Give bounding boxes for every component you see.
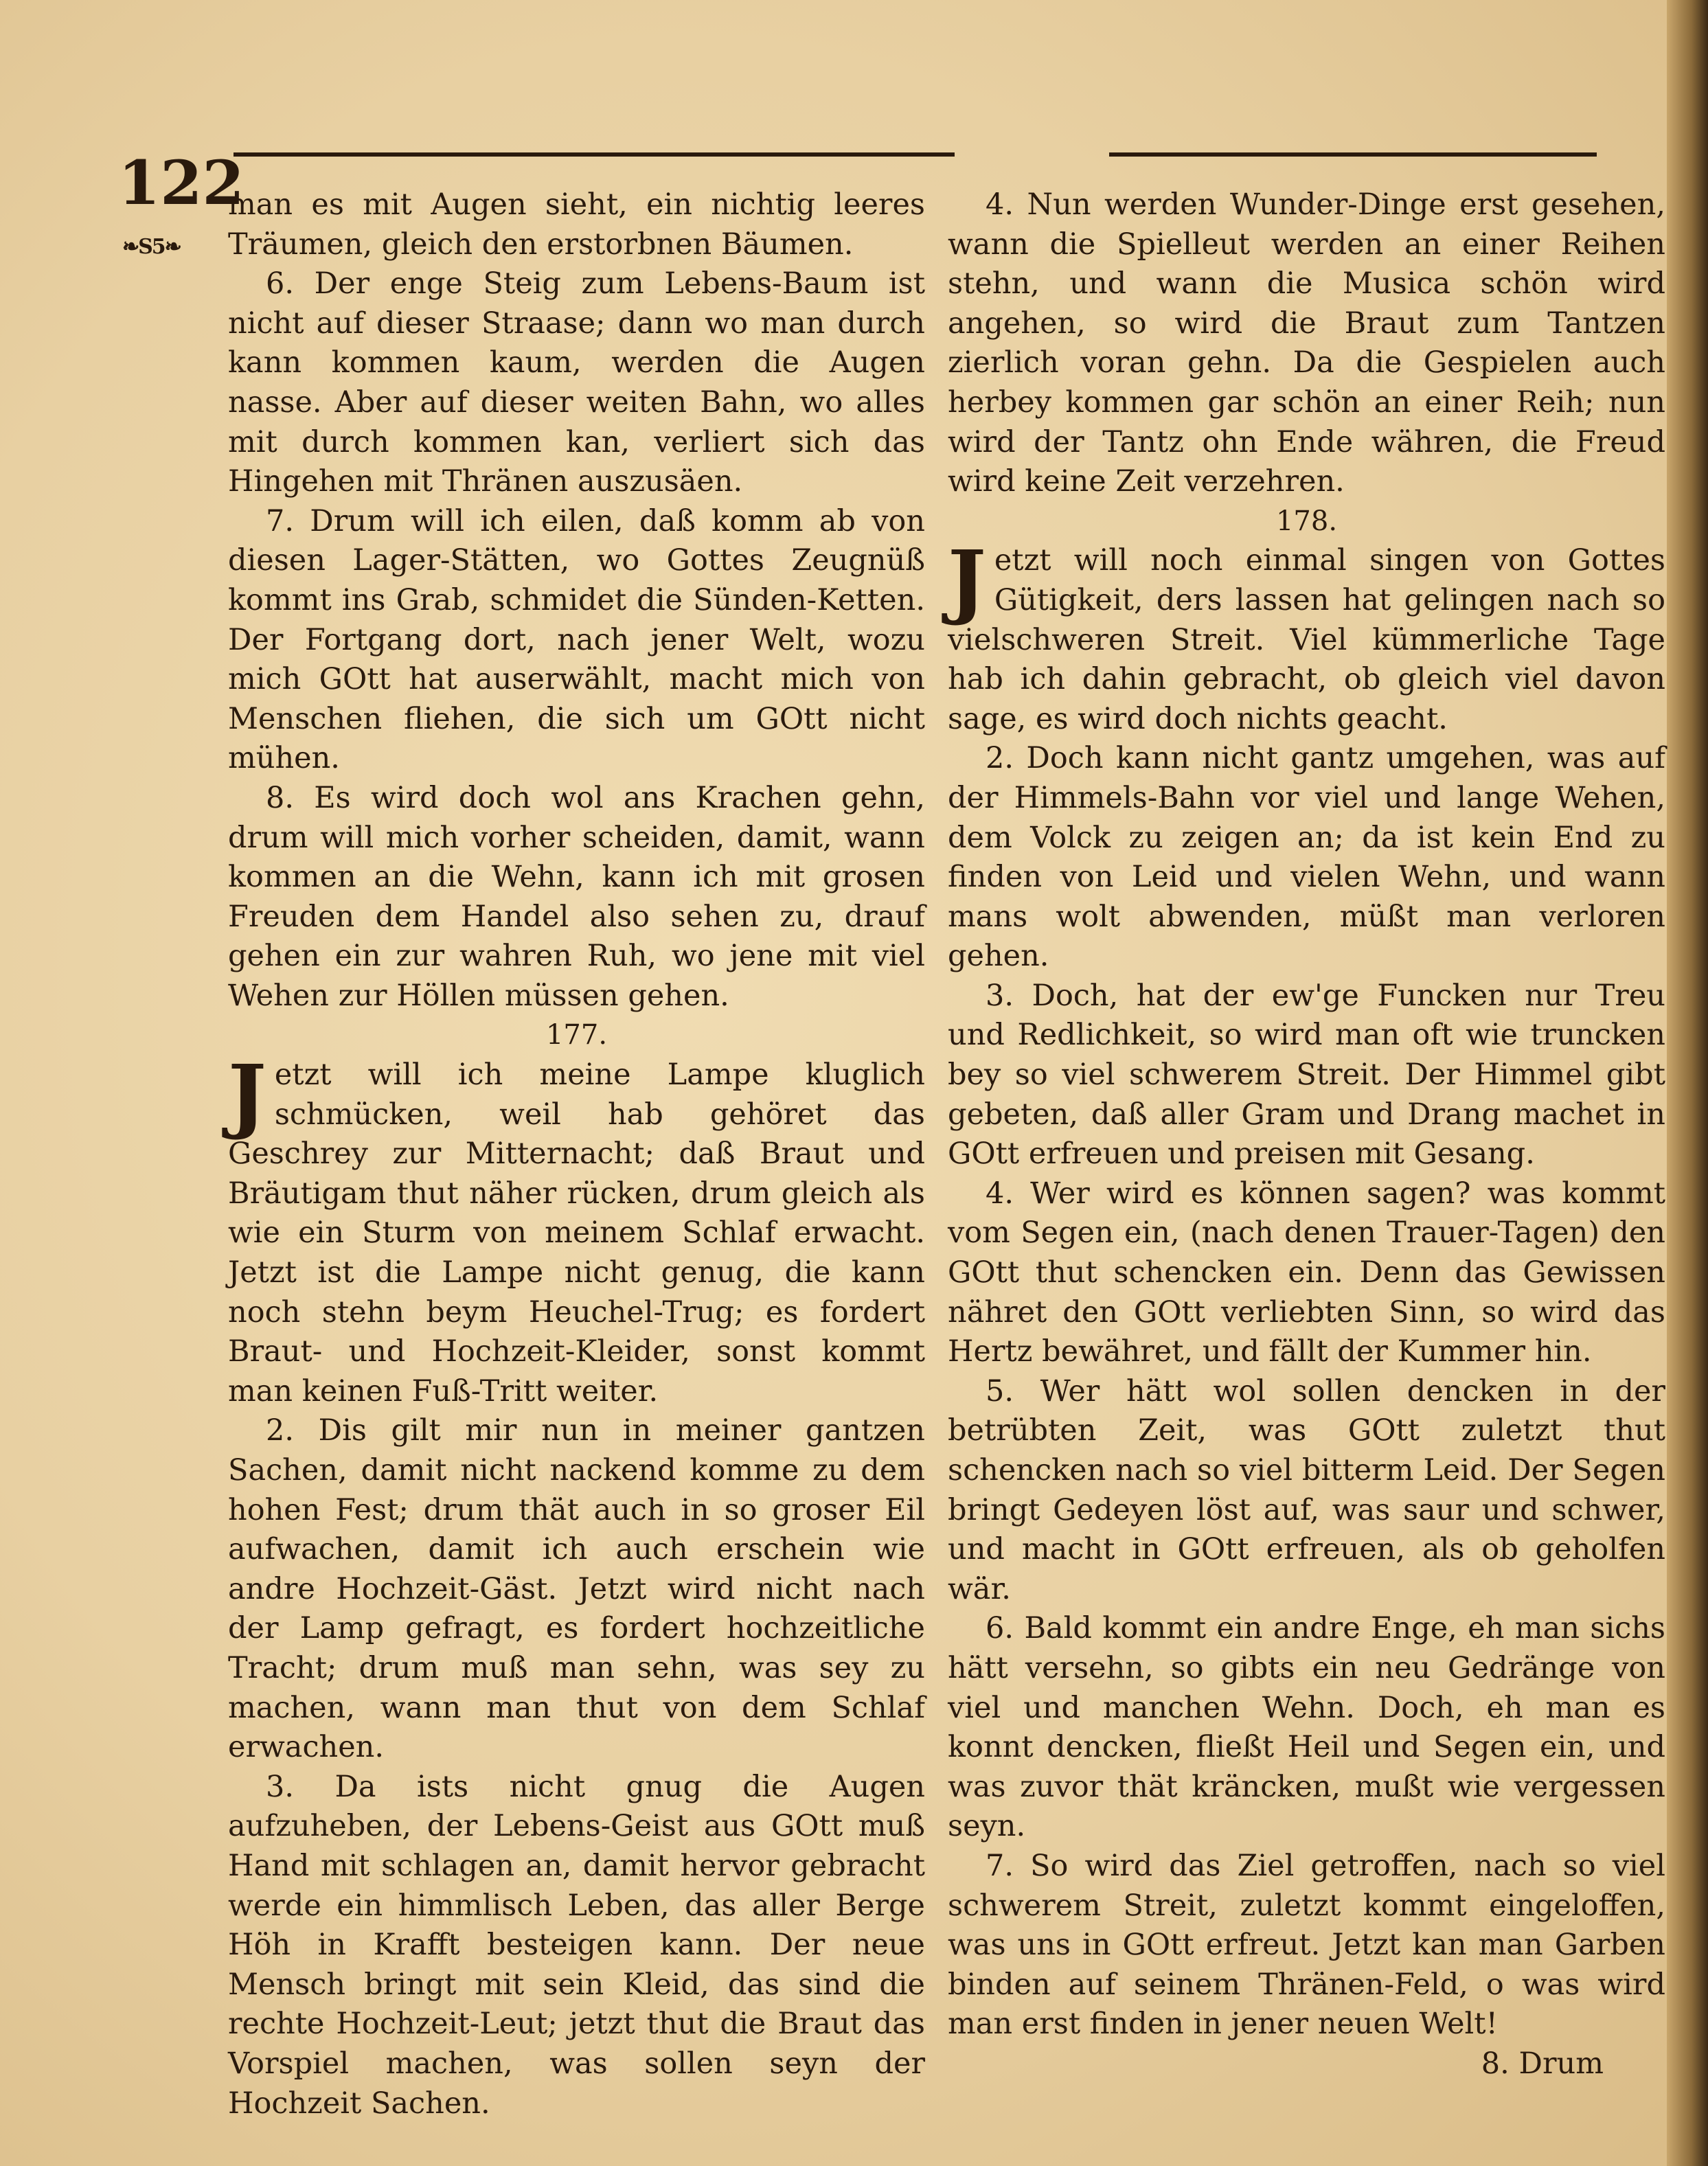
right-column [948, 185, 1665, 2084]
hymn-178-verse-3: 3. Doch, hat der ew'ge Funcken nur Treu und Redlichkeit, so wird man oft wie truncken bey so viel schwerem Streit. Der Himmel gibt gebeten, daß aller Gram und Drang machet in GOtt erfreuen und preisen mit Gesang. [948, 978, 1665, 1172]
verse-8: 8. Es wird doch wol ans Krachen gehn, drum will mich vorher scheiden, damit, wann kommen an die Wehn, kann ich mit grosen Freuden dem Handel also sehen zu, drauf gehen ein zur wahren Ruh, wo jene mit viel Wehen zur Höllen müssen gehen. [228, 780, 925, 1013]
hymn-178-verse-5: 5. Wer hätt wol sollen dencken in der betrübten Zeit, was GOtt zuletzt thut schencken nach so viel bitterm Leid. Der Segen bringt Gedeyen löst auf, was saur und schwer, und macht in GOtt erfreuen, als ob geholfen wär. [948, 1373, 1665, 1606]
hymn-177-verse-1: Jetzt will ich meine Lampe kluglich schmücken, weil hab gehöret das Geschrey zur Mitternacht; daß Braut und Bräutigam thut näher rücken, drum gleich als wie ein Sturm von meinem Schlaf erwacht. Jetzt ist die Lampe nicht genug, die kann noch stehn beym Heuchel-Trug; es fordert Braut- und Hochzeit-Kleider, sonst kommt man keinen Fuß-Tritt weiter. [228, 1047, 925, 1409]
hymn-178-verse-1: Jetzt will noch einmal singen von Gottes Gütigkeit, ders lassen hat gelingen nach so vielschweren Streit. Viel kümmerliche Tage hab ich dahin gebracht, ob gleich viel davon sage, es wird doch nichts geacht. [948, 532, 1665, 736]
left-column [228, 185, 925, 2123]
hymn-number-177: 177. [545, 1019, 608, 1051]
hymn-number-178: 178. [1275, 505, 1338, 537]
hymn-178-verse-6: 6. Bald kommt ein andre Enge, eh man sichs hätt versehn, so gibts ein neu Gedränge von viel und manchen Wehn. Doch, eh man es konnt dencken, fließt Heil und Segen ein, und was zuvor thät kräncken, mußt wie vergessen seyn. [948, 1611, 1665, 1844]
hymn-178-verse-7: 7. So wird das Ziel getroffen, nach so viel schwerem Streit, zuletzt kommt eingeloffen, was uns in GOtt erfreut. Jetzt kan man Garben binden auf seinem Thränen-Feld, o was wird man erst finden in jener neuen Welt! [948, 1848, 1665, 2042]
header-rule-left [234, 152, 955, 157]
verse-7: 7. Drum will ich eilen, daß komm ab von diesen Lager-Stätten, wo Gottes Zeugnüß kommt ins Grab, schmidet die Sünden-Ketten. Der Fortgang dort, nach jener Welt, wozu mich GOtt hat auserwählt, macht mich von Menschen fliehen, die sich um GOtt nicht mühen. [228, 503, 925, 776]
verse-6: 6. Der enge Steig zum Lebens-Baum ist nicht auf dieser Straase; dann wo man durch kann kommen kaum, werden die Augen nasse. Aber auf dieser weiten Bahn, wo alles mit durch kommen kan, verliert sich das Hingehen mit Thränen auszusäen. [228, 266, 925, 499]
hymn-177-verse-2: 2. Dis gilt mir nun in meiner gantzen Sachen, damit nicht nackend komme zu dem hohen Fest; drum thät auch in so groser Eil aufwachen, damit ich auch erschein wie andre Hochzeit-Gäst. Jetzt wird nicht nach der Lamp gefragt, es fordert hochzeitliche Tracht; drum muß man sehn, was sey zu machen, wann man thut von dem Schlaf erwachen. [228, 1413, 925, 1765]
verse-continuation: man es mit Augen sieht, ein nichtig leeres Träumen, gleich den erstorbnen Bäumen. [228, 187, 925, 262]
signature-mark: ❧S5❧ [122, 235, 181, 259]
binding-gutter [1667, 0, 1708, 2166]
header-rule-right [1109, 152, 1597, 157]
hymn-177-verse-4: 4. Nun werden Wunder-Dinge erst gesehen, wann die Spielleut werden an einer Reihen stehn, und wann die Musica schön wird angehen, so wird die Braut zum Tantzen zierlich voran gehn. Da die Gespielen auch herbey kommen gar schön an einer Reih; nun wird der Tantz ohn Ende währen, die Freud wird keine Zeit verzehren. [948, 187, 1665, 499]
hymn-177-verse-3: 3. Da ists nicht gnug die Augen aufzuheben, der Lebens-Geist aus GOtt muß Hand mit schlagen an, damit hervor gebracht werde ein himmlisch Leben, das aller Berge Höh in Krafft besteigen kann. Der neue Mensch bringt mit sein Kleid, das sind die rechte Hochzeit-Leut; jetzt thut die Braut das Vorspiel machen, was sollen seyn der Hochzeit Sachen. [228, 1769, 925, 2121]
page-number: 122 [118, 147, 244, 218]
hymn-178-verse-4: 4. Wer wird es können sagen? was kommt vom Segen ein, (nach denen Trauer-Tagen) den GOtt thut schencken ein. Denn das Gewissen nähret den GOtt verliebten Sinn, so wird das Hertz bewähret, und fällt der Kummer hin. [948, 1176, 1665, 1369]
hymn-178-verse-2: 2. Doch kann nicht gantz umgehen, was auf der Himmels-Bahn vor viel und lange Wehen, dem Volck zu zeigen an; da ist kein End zu finden von Leid und vielen Wehn, und wann mans wolt abwenden, müßt man verloren gehen. [948, 741, 1665, 974]
catchword: 8. Drum [1481, 2046, 1604, 2081]
